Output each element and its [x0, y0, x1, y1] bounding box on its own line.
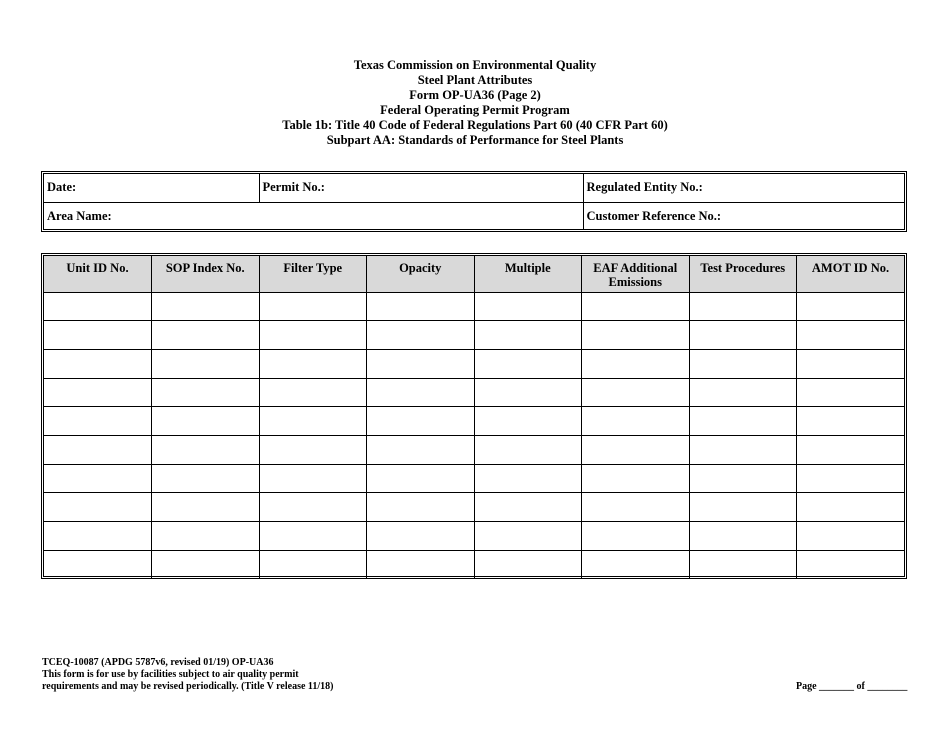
table-cell[interactable]: [797, 493, 905, 522]
table-cell[interactable]: [152, 321, 260, 350]
table-cell[interactable]: [152, 349, 260, 378]
table-row: [44, 378, 904, 407]
table-cell[interactable]: [259, 435, 367, 464]
table-row: [44, 464, 904, 493]
table-cell[interactable]: [689, 493, 797, 522]
attributes-table: [44, 256, 904, 579]
table-cell[interactable]: [797, 321, 905, 350]
table-cell[interactable]: [44, 349, 152, 378]
permit-label: Permit No.:: [262, 180, 325, 194]
table-cell[interactable]: [689, 321, 797, 350]
table-cell[interactable]: [474, 464, 582, 493]
page-number: Page _______ of ________: [796, 681, 908, 692]
footer-form-id: TCEQ-10087 (APDG 5787v6, revised 01/19) OP-UA36: [42, 657, 274, 668]
table-cell[interactable]: [689, 292, 797, 321]
table-cell[interactable]: [259, 292, 367, 321]
table-cell[interactable]: [152, 522, 260, 551]
table-cell[interactable]: [797, 292, 905, 321]
table-title: Table 1b: Title 40 Code of Federal Regulations Part 60 (40 CFR Part 60): [282, 118, 668, 132]
table-row: [44, 407, 904, 436]
form-subject: Steel Plant Attributes: [417, 73, 533, 87]
table-cell[interactable]: [367, 321, 475, 350]
column-header: AMOT ID No.: [797, 256, 905, 292]
column-header: Unit ID No.: [44, 256, 152, 292]
table-cell[interactable]: [582, 321, 690, 350]
table-cell[interactable]: [689, 550, 797, 579]
table-cell[interactable]: [582, 464, 690, 493]
footer-note-1: This form is for use by facilities subject to air quality permit: [42, 669, 299, 680]
form-header: [0, 58, 950, 148]
table-cell[interactable]: [689, 464, 797, 493]
table-cell[interactable]: [259, 321, 367, 350]
table-cell[interactable]: [259, 550, 367, 579]
table-cell[interactable]: [582, 550, 690, 579]
agency-title: Texas Commission on Environmental Quality: [353, 58, 597, 72]
table-cell[interactable]: [474, 550, 582, 579]
form-number: Form OP-UA36 (Page 2): [409, 88, 541, 102]
table-cell[interactable]: [44, 464, 152, 493]
table-cell[interactable]: [44, 292, 152, 321]
table-row: [44, 292, 904, 321]
table-cell[interactable]: [259, 522, 367, 551]
table-cell[interactable]: [797, 522, 905, 551]
table-row: [44, 321, 904, 350]
column-header: Filter Type: [259, 256, 367, 292]
table-cell[interactable]: [797, 349, 905, 378]
table-cell[interactable]: [367, 464, 475, 493]
regulated-entity-field[interactable]: [583, 174, 904, 202]
table-cell[interactable]: [367, 349, 475, 378]
table-cell[interactable]: [474, 407, 582, 436]
table-cell[interactable]: [474, 349, 582, 378]
table-cell[interactable]: [689, 435, 797, 464]
table-cell[interactable]: [44, 550, 152, 579]
table-cell[interactable]: [44, 407, 152, 436]
column-header: Multiple: [474, 256, 582, 292]
info-section: [41, 171, 907, 232]
table-cell[interactable]: [582, 435, 690, 464]
table-cell[interactable]: [797, 378, 905, 407]
table-cell[interactable]: [474, 292, 582, 321]
area-name-field[interactable]: [44, 202, 583, 230]
program-title: Federal Operating Permit Program: [380, 103, 570, 117]
table-cell[interactable]: [582, 349, 690, 378]
table-cell[interactable]: [152, 435, 260, 464]
table-cell[interactable]: [797, 464, 905, 493]
table-cell[interactable]: [582, 522, 690, 551]
table-cell[interactable]: [582, 378, 690, 407]
area-label: Area Name:: [47, 208, 112, 223]
table-cell[interactable]: [582, 493, 690, 522]
subpart-title: Subpart AA: Standards of Performance for Steel Plants: [326, 133, 624, 147]
table-row: [44, 493, 904, 522]
form-footer: [42, 657, 333, 693]
table-cell[interactable]: [259, 464, 367, 493]
table-cell[interactable]: [44, 321, 152, 350]
table-cell[interactable]: [259, 493, 367, 522]
table-cell[interactable]: [259, 378, 367, 407]
table-cell[interactable]: [689, 378, 797, 407]
table-cell[interactable]: [259, 407, 367, 436]
table-cell[interactable]: [474, 435, 582, 464]
table-cell[interactable]: [152, 292, 260, 321]
column-header: Opacity: [367, 256, 475, 292]
entity-label: Regulated Entity No.:: [586, 180, 703, 194]
table-cell[interactable]: [474, 321, 582, 350]
table-cell[interactable]: [582, 407, 690, 436]
date-field[interactable]: [44, 174, 259, 202]
table-cell[interactable]: [44, 435, 152, 464]
table-cell[interactable]: [689, 522, 797, 551]
table-row: [44, 435, 904, 464]
table-cell[interactable]: [582, 292, 690, 321]
table-cell[interactable]: [152, 493, 260, 522]
table-row: [44, 550, 904, 579]
table-cell[interactable]: [474, 522, 582, 551]
table-cell[interactable]: [797, 550, 905, 579]
table-row: [44, 349, 904, 378]
table-cell[interactable]: [367, 550, 475, 579]
table-cell[interactable]: [367, 407, 475, 436]
column-header: EAF Additional Emissions: [582, 256, 690, 292]
customer-reference-field[interactable]: [583, 202, 904, 230]
column-header: SOP Index No.: [152, 256, 260, 292]
table-cell[interactable]: [44, 378, 152, 407]
table-cell[interactable]: [689, 349, 797, 378]
table-cell[interactable]: [367, 493, 475, 522]
date-label: Date:: [47, 180, 77, 194]
table-cell[interactable]: [367, 435, 475, 464]
table-cell[interactable]: [152, 464, 260, 493]
column-header: Test Procedures: [689, 256, 797, 292]
table-cell[interactable]: [367, 378, 475, 407]
table-cell[interactable]: [689, 407, 797, 436]
table-cell[interactable]: [367, 522, 475, 551]
table-cell[interactable]: [152, 378, 260, 407]
table-cell[interactable]: [367, 292, 475, 321]
table-cell[interactable]: [44, 522, 152, 551]
footer-note-2: requirements and may be revised periodically. (Title V release 11/18): [42, 681, 334, 692]
permit-number-field[interactable]: [259, 174, 583, 202]
customer-label: Customer Reference No.:: [586, 208, 722, 223]
table-cell[interactable]: [474, 493, 582, 522]
table-cell[interactable]: [152, 407, 260, 436]
table-cell[interactable]: [259, 349, 367, 378]
attributes-table-section: [41, 253, 907, 579]
table-cell[interactable]: [797, 407, 905, 436]
table-cell[interactable]: [474, 378, 582, 407]
table-row: [44, 522, 904, 551]
table-cell[interactable]: [797, 435, 905, 464]
table-cell[interactable]: [152, 550, 260, 579]
table-cell[interactable]: [44, 493, 152, 522]
